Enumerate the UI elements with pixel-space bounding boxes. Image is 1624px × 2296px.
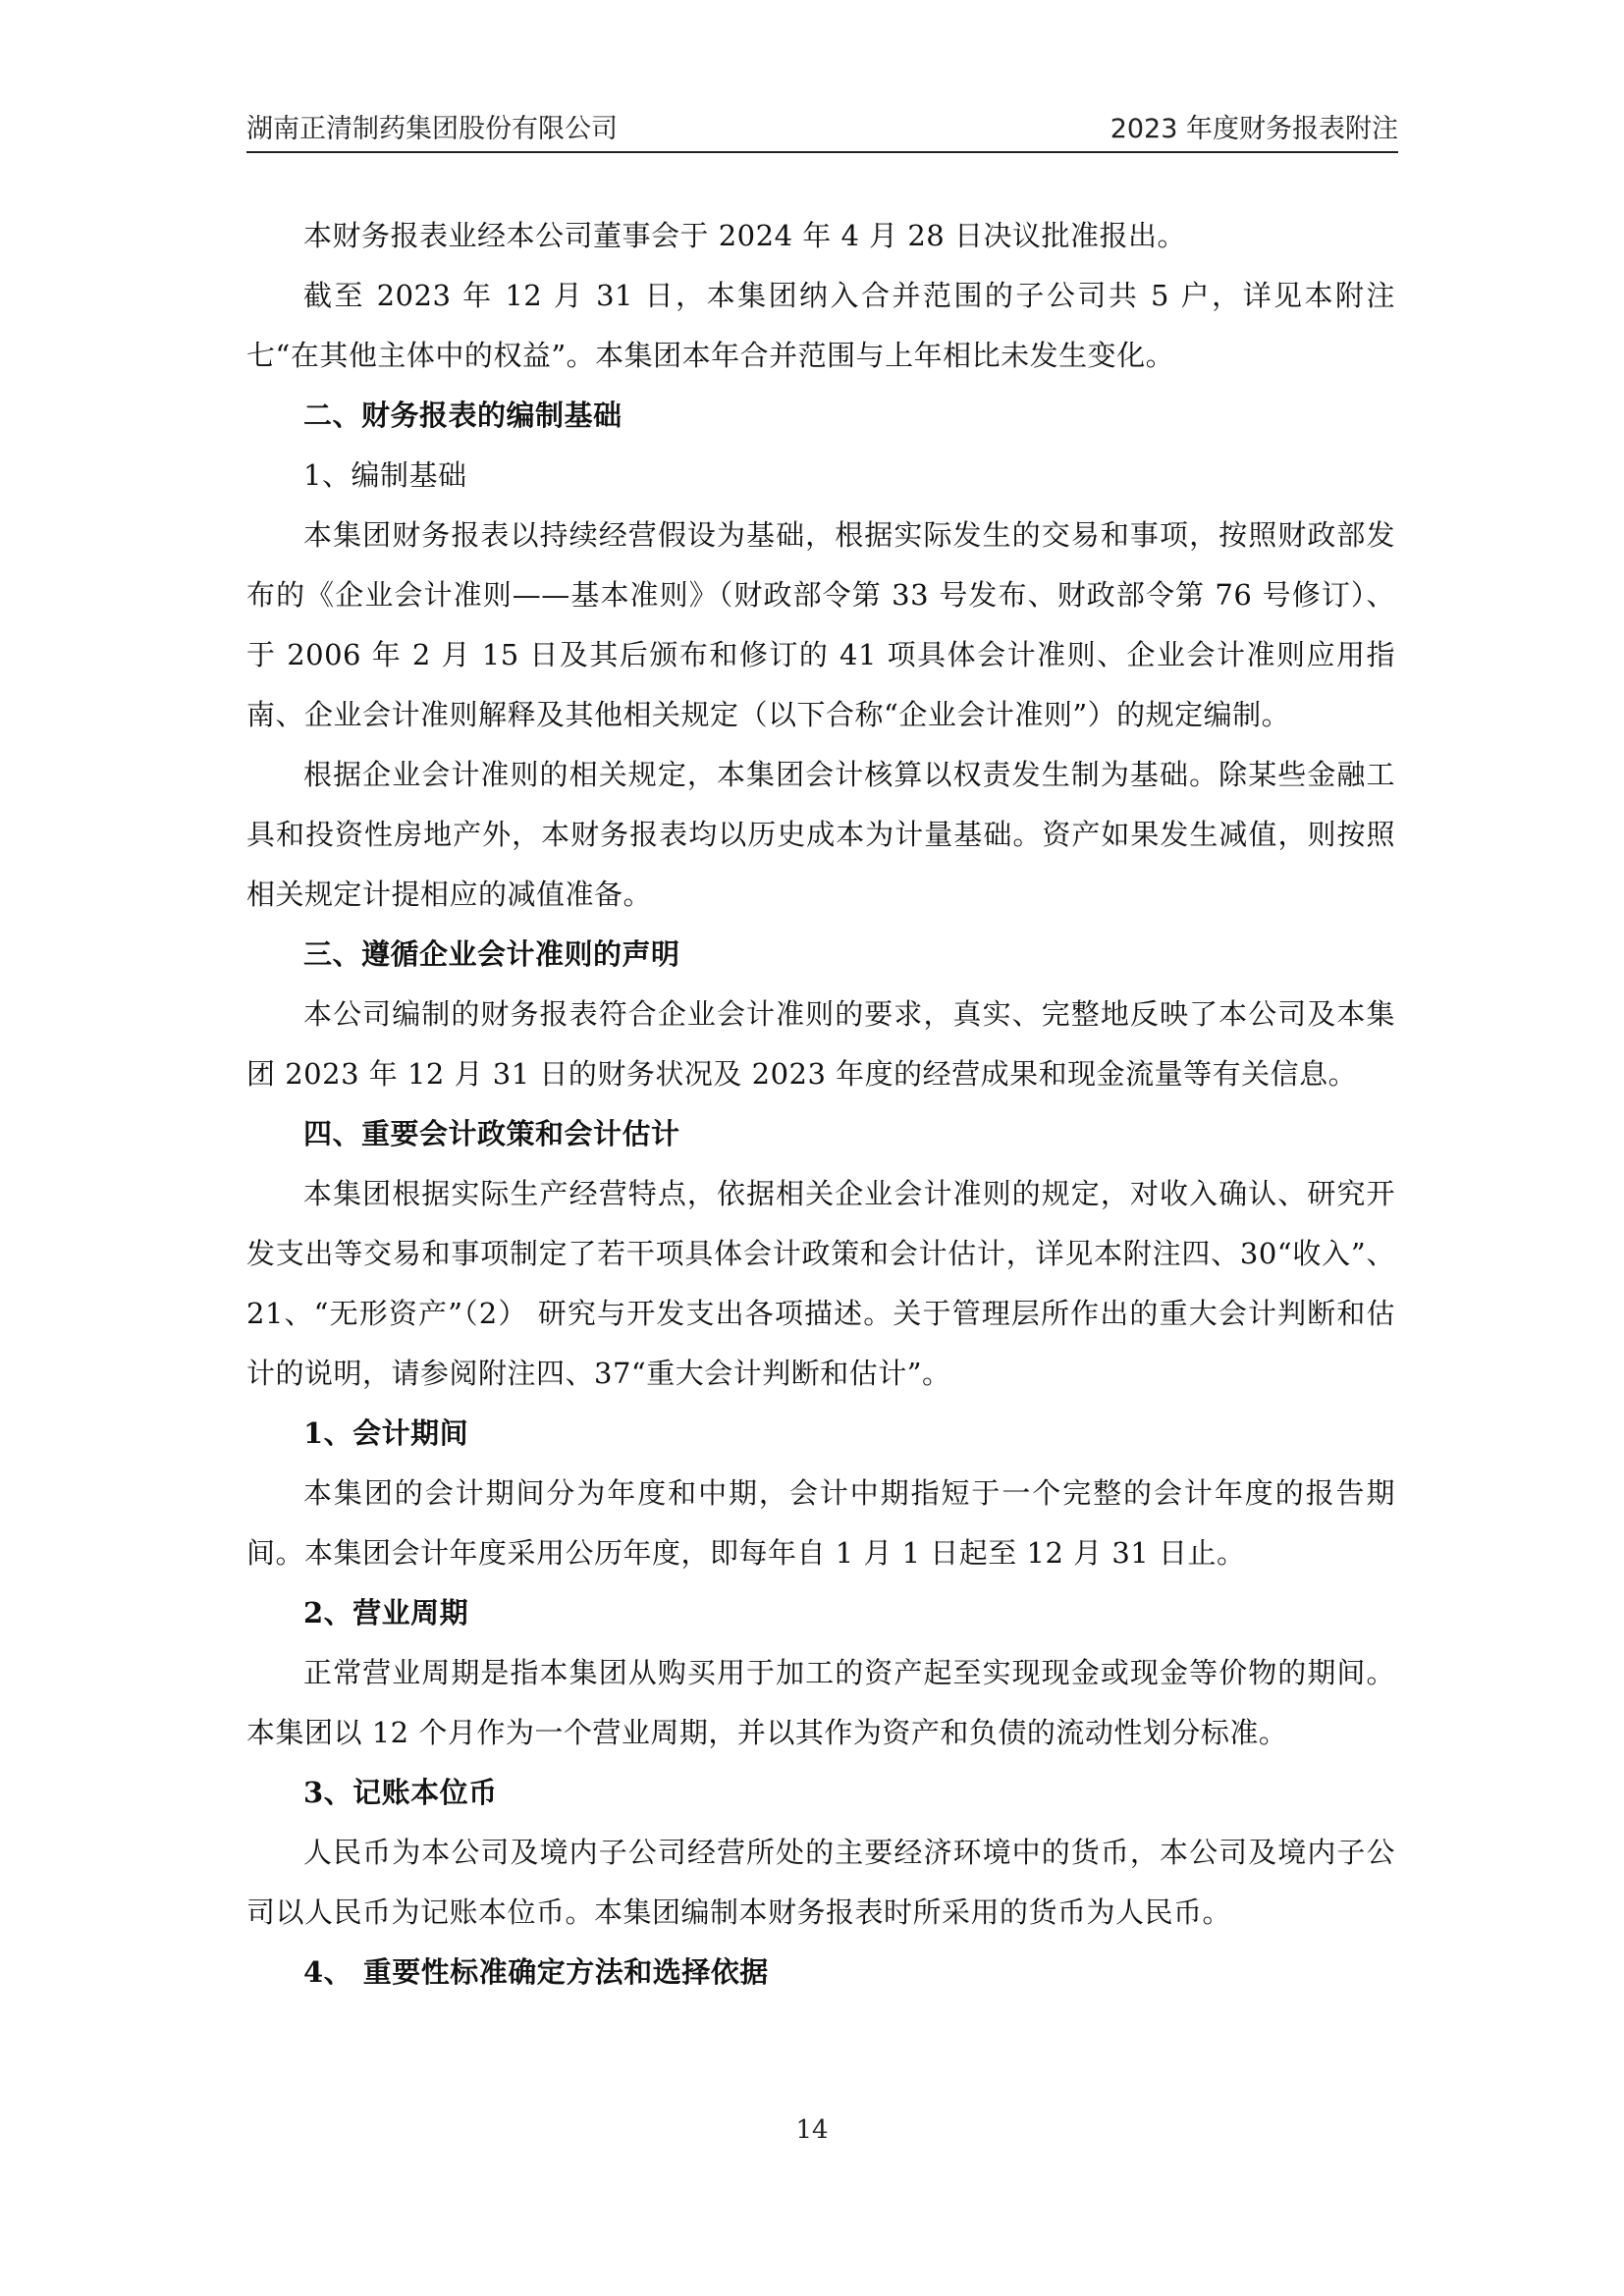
paragraph-basis-2: 根据企业会计准则的相关规定，本集团会计核算以权责发生制为基础。除某些金融工具和投资性房地产外，本财务报表均以历史成本为计量基础。资产如果发生减值，则按照相关规定计提相应的减值准备。 <box>246 758 1395 911</box>
paragraph-accounting-period: 本集团的会计期间分为年度和中期，会计中期指短于一个完整的会计年度的报告期间。本集团会计年度采用公历年度，即每年自 1 月 1 日起至 12 月 31 日止。 <box>246 1476 1395 1570</box>
subheading-functional-currency: 3、记账本位币 <box>303 1776 498 1809</box>
section-heading-compliance: 三、遵循企业会计准则的声明 <box>303 937 680 971</box>
paragraph-policies: 本集团根据实际生产经营特点，依据相关企业会计准则的规定，对收入确认、研究开发支出等交易和事项制定了若干项具体会计政策和会计估计，详见本附注四、30“收入”、21、“无形资产”（2） 研究与开发支出各项描述。关于管理层所作出的重大会计判断和估计的说明，请参阅附注四、37“重大会计判断和估计”。 <box>246 1177 1395 1390</box>
subheading-materiality: 4、 重要性标准确定方法和选择依据 <box>303 1955 769 1989</box>
section-heading-accounting-policies: 四、重要会计政策和会计估计 <box>303 1117 680 1150</box>
paragraph-approval: 本财务报表业经本公司董事会于 2024 年 4 月 28 日决议批准报出。 <box>303 219 1186 252</box>
page-number: 14 <box>795 2115 829 2145</box>
header-company-name: 湖南正清制药集团股份有限公司 <box>246 114 618 144</box>
paragraph-compliance-statement: 本公司编制的财务报表符合企业会计准则的要求，真实、完整地反映了本公司及本集团 2023 年 12 月 31 日的财务状况及 2023 年度的经营成果和现金流量等有关信息。 <box>246 997 1395 1091</box>
subheading-basis: 1、编制基础 <box>303 458 467 492</box>
header-document-title: 2023 年度财务报表附注 <box>1110 114 1398 144</box>
page-header <box>246 106 1398 153</box>
paragraph-consolidation-scope: 截至 2023 年 12 月 31 日，本集团纳入合并范围的子公司共 5 户，详见本附注七“在其他主体中的权益”。本集团本年合并范围与上年相比未发生变化。 <box>246 279 1395 372</box>
paragraph-functional-currency: 人民币为本公司及境内子公司经营所处的主要经济环境中的货币，本公司及境内子公司以人民币为记账本位币。本集团编制本财务报表时所采用的货币为人民币。 <box>246 1836 1395 1929</box>
paragraph-basis-1: 本集团财务报表以持续经营假设为基础，根据实际发生的交易和事项，按照财政部发布的《企业会计准则——基本准则》（财政部令第 33 号发布、财政部令第 76 号修订）、于 2006 年 2 月 15 日及其后颁布和修订的 41 项具体会计准则、企业会计准则应用指南、企业会计准则解释及其他相关规定（以下合称“企业会计准则”）的规定编制。 <box>246 518 1395 731</box>
section-heading-preparation-basis: 二、财务报表的编制基础 <box>303 399 623 432</box>
subheading-operating-cycle: 2、营业周期 <box>303 1596 469 1629</box>
subheading-accounting-period: 1、会计期间 <box>303 1416 469 1450</box>
document-body <box>246 206 1395 2002</box>
paragraph-operating-cycle: 正常营业周期是指本集团从购买用于加工的资产起至实现现金或现金等价物的期间。本集团以 12 个月作为一个营业周期，并以其作为资产和负债的流动性划分标准。 <box>246 1656 1395 1749</box>
